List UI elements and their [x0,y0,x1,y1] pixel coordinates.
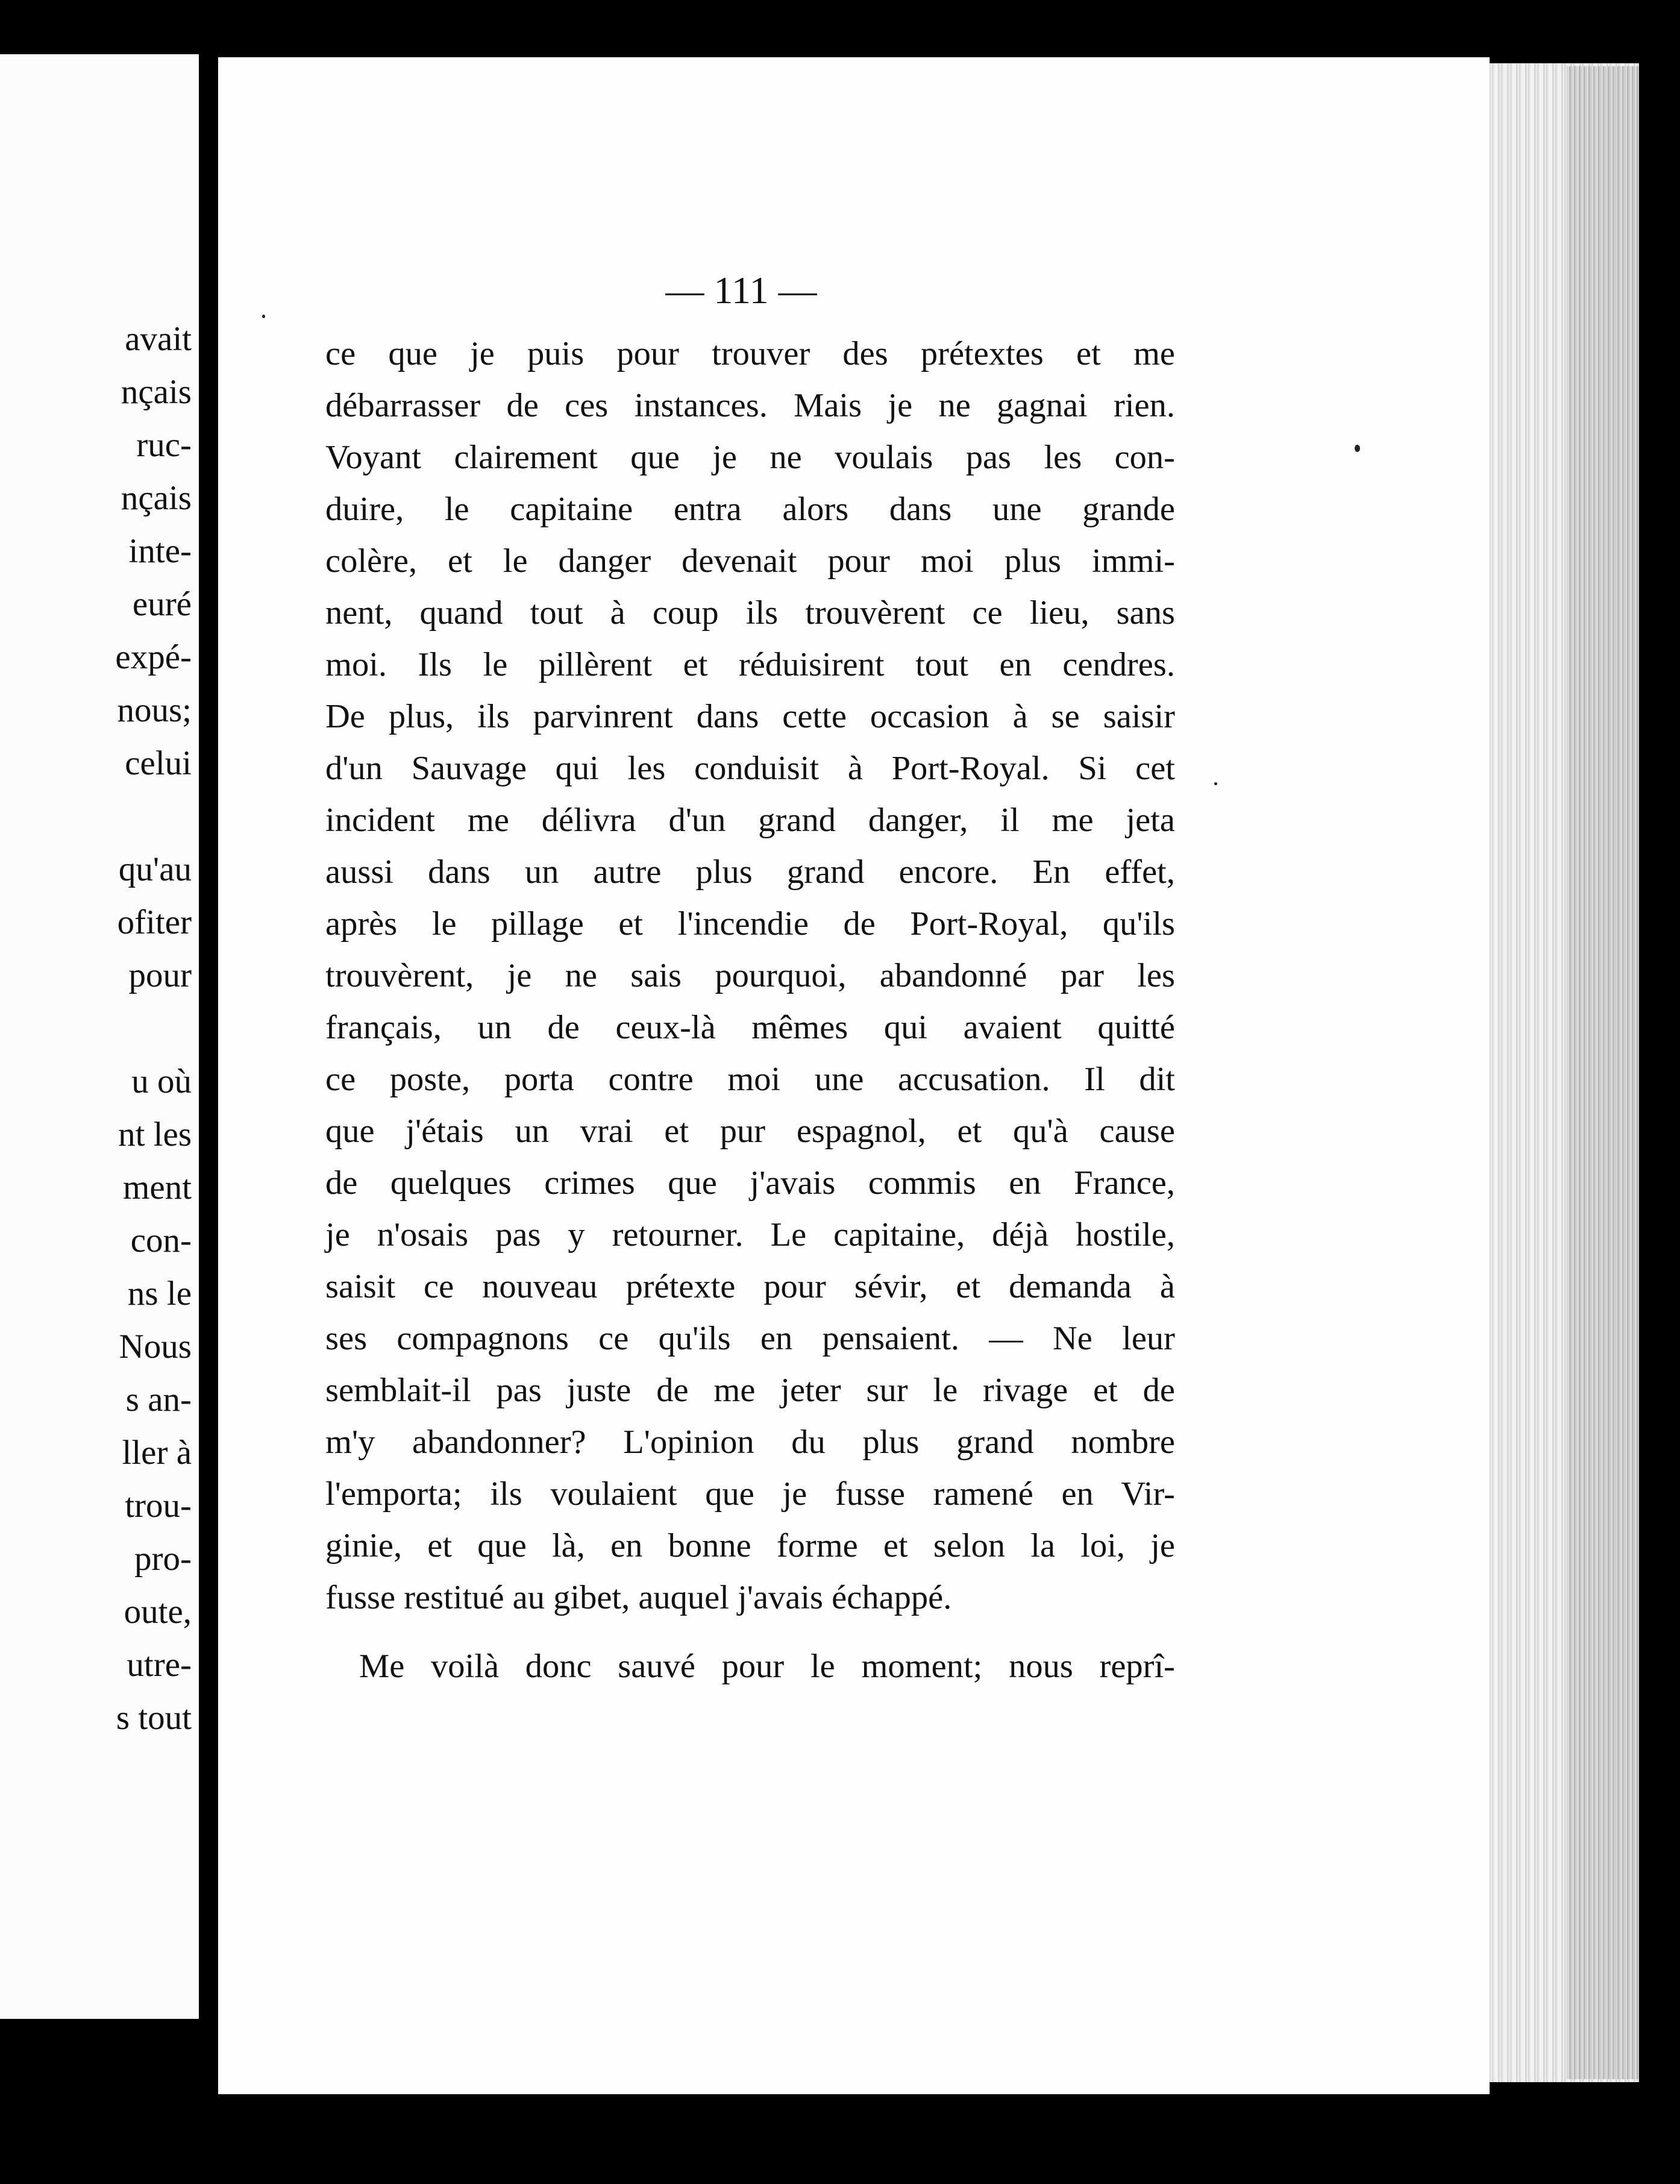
text-line: Voyant clairement que je ne voulais pas les con- [325,439,1175,476]
text-line: duire, le capitaine entra alors dans une grande [325,491,1175,528]
text-line: semblait-il pas juste de me jeter sur le rivage et de [325,1372,1175,1409]
left-fragment-line: s tout [116,1699,192,1737]
left-fragment-line: nous; [117,691,192,729]
text-line: De plus, ils parvinrent dans cette occasion à se saisir [325,698,1175,735]
text-line: que j'étais un vrai et pur espagnol, et qu'à cause [325,1112,1175,1150]
left-fragment-line: nt les [118,1116,192,1153]
page-number: — 111 — [665,269,817,312]
scan-speck [262,315,265,318]
text-line: de quelques crimes que j'avais commis en France, [325,1164,1175,1202]
text-line: m'y abandonner? L'opinion du plus grand nombre [325,1423,1175,1461]
text-line: moi. Ils le pillèrent et réduisirent tout en cendres. [325,646,1175,683]
left-fragment-line: Nous [119,1328,192,1366]
left-fragment-line: expé- [115,638,192,676]
scan-speck [1355,445,1360,452]
left-fragment-line: u où [131,1062,192,1100]
left-fragment-line: avait [125,320,192,358]
text-line: incident me délivra d'un grand danger, il me jeta [325,802,1175,839]
text-line: je n'osais pas y retourner. Le capitaine, déjà hostile, [325,1216,1175,1254]
text-line: l'emporta; ils voulaient que je fusse ramené en Vir- [325,1475,1175,1513]
left-fragment-line: euré [132,585,192,623]
left-fragment-line: ruc- [136,426,192,464]
text-line: colère, et le danger devenait pour moi plus immi- [325,542,1175,580]
text-line: saisit ce nouveau prétexte pour sévir, et demanda à [325,1268,1175,1305]
left-fragment-line: ofiter [117,903,192,941]
text-line: d'un Sauvage qui les conduisit à Port-Royal. Si cet [325,750,1175,787]
text-line: débarrasser de ces instances. Mais je ne gagnai rien. [325,387,1175,424]
paragraph-start-line: Me voilà donc sauvé pour le moment; nous reprî- [359,1648,1175,1685]
left-fragment-line: qu'au [118,850,192,888]
left-fragment-line: pour [128,956,192,994]
left-fragment-line: celui [125,744,192,782]
text-line: ce que je puis pour trouver des prétextes et me [325,335,1175,372]
left-fragment-line: ller à [122,1434,192,1472]
text-line: français, un de ceux-là mêmes qui avaient quitté [325,1009,1175,1046]
left-fragment-line: nçais [121,373,192,411]
scan-speck [1214,782,1217,785]
left-fragment-line: utre- [127,1646,192,1684]
left-fragment-line: trou- [125,1487,192,1525]
left-page-fragment [0,54,199,2019]
text-line: après le pillage et l'incendie de Port-Royal, qu'ils [325,905,1175,943]
text-line: ses compagnons ce qu'ils en pensaient. — Ne leur [325,1320,1175,1357]
text-line: trouvèrent, je ne sais pourquoi, abandonné par les [325,957,1175,994]
left-fragment-line: s an- [125,1381,192,1419]
text-line: nent, quand tout à coup ils trouvèrent ce lieu, sans [325,594,1175,632]
left-fragment-line: ment [123,1169,192,1207]
left-fragment-line: con- [130,1222,192,1260]
text-line: aussi dans un autre plus grand encore. En effet, [325,853,1175,891]
text-line: ginie, et que là, en bonne forme et selon la loi, je [325,1527,1175,1564]
left-fragment-line: oute, [124,1593,192,1631]
text-line: fusse restitué au gibet, auquel j'avais échappé. [325,1579,952,1616]
text-line: ce poste, porta contre moi une accusation. Il dit [325,1061,1175,1098]
page-edge-shadow [1567,66,1639,2079]
left-fragment-line: inte- [128,532,192,570]
left-fragment-line: ns le [127,1275,192,1313]
left-fragment-line: pro- [134,1540,192,1578]
left-fragment-line: nçais [121,479,192,517]
